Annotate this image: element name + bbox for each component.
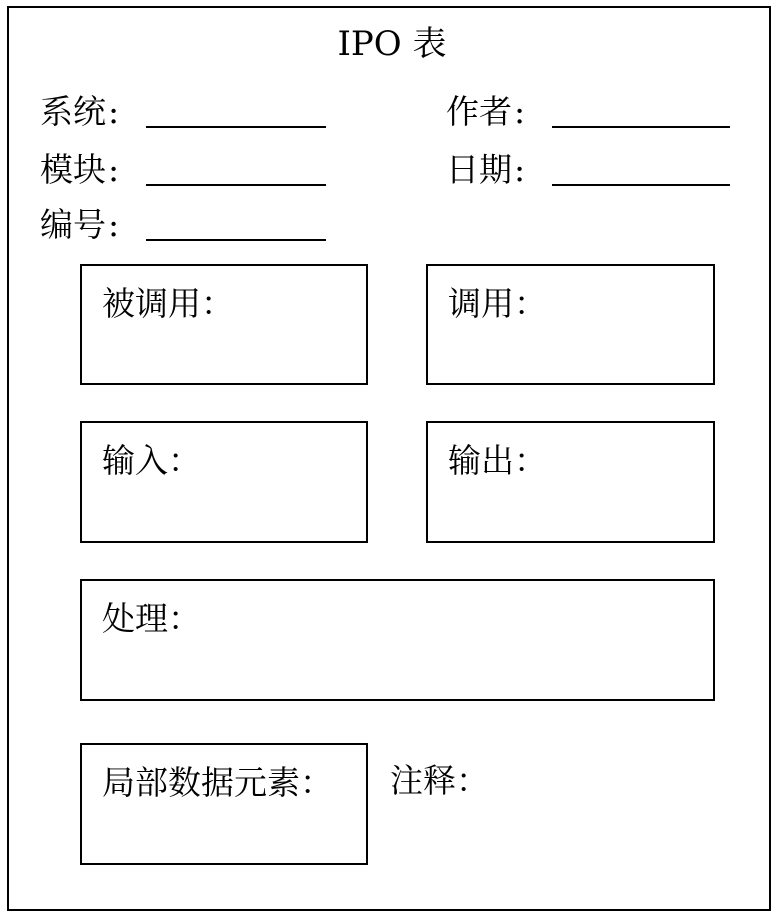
- number-label: 编号: [40, 205, 106, 244]
- module-input-line[interactable]: [146, 184, 326, 186]
- system-input-line[interactable]: [146, 126, 326, 128]
- date-input-line[interactable]: [552, 184, 730, 186]
- module-label: 模块: [40, 150, 106, 189]
- called-by-box[interactable]: [80, 264, 368, 385]
- input-label: 输入：: [102, 441, 201, 480]
- output-label: 输出：: [448, 441, 547, 480]
- author-label: 作者: [446, 92, 512, 131]
- notes-label: 注释：: [390, 761, 489, 800]
- calls-label: 调用：: [448, 284, 547, 323]
- module-field: [40, 150, 119, 190]
- number-input-line[interactable]: [146, 239, 326, 241]
- date-field: [446, 150, 525, 190]
- system-label: 系统: [40, 92, 106, 131]
- system-field: [40, 92, 119, 132]
- date-colon: :: [514, 150, 526, 189]
- process-label: 处理：: [102, 599, 201, 638]
- local-data-box[interactable]: [80, 743, 368, 865]
- calls-box[interactable]: [426, 264, 715, 385]
- form-title: IPO 表: [337, 24, 447, 64]
- author-input-line[interactable]: [552, 126, 730, 128]
- number-field: [40, 205, 119, 245]
- author-colon: :: [514, 92, 526, 131]
- date-label: 日期: [446, 150, 512, 189]
- system-colon: :: [108, 92, 120, 131]
- input-box[interactable]: [80, 421, 368, 543]
- author-field: [446, 92, 525, 132]
- local-data-label: 局部数据元素：: [102, 763, 333, 802]
- number-colon: :: [108, 205, 120, 244]
- module-colon: :: [108, 150, 120, 189]
- output-box[interactable]: [426, 421, 715, 543]
- process-box[interactable]: [80, 579, 715, 701]
- called-by-label: 被调用：: [102, 284, 234, 323]
